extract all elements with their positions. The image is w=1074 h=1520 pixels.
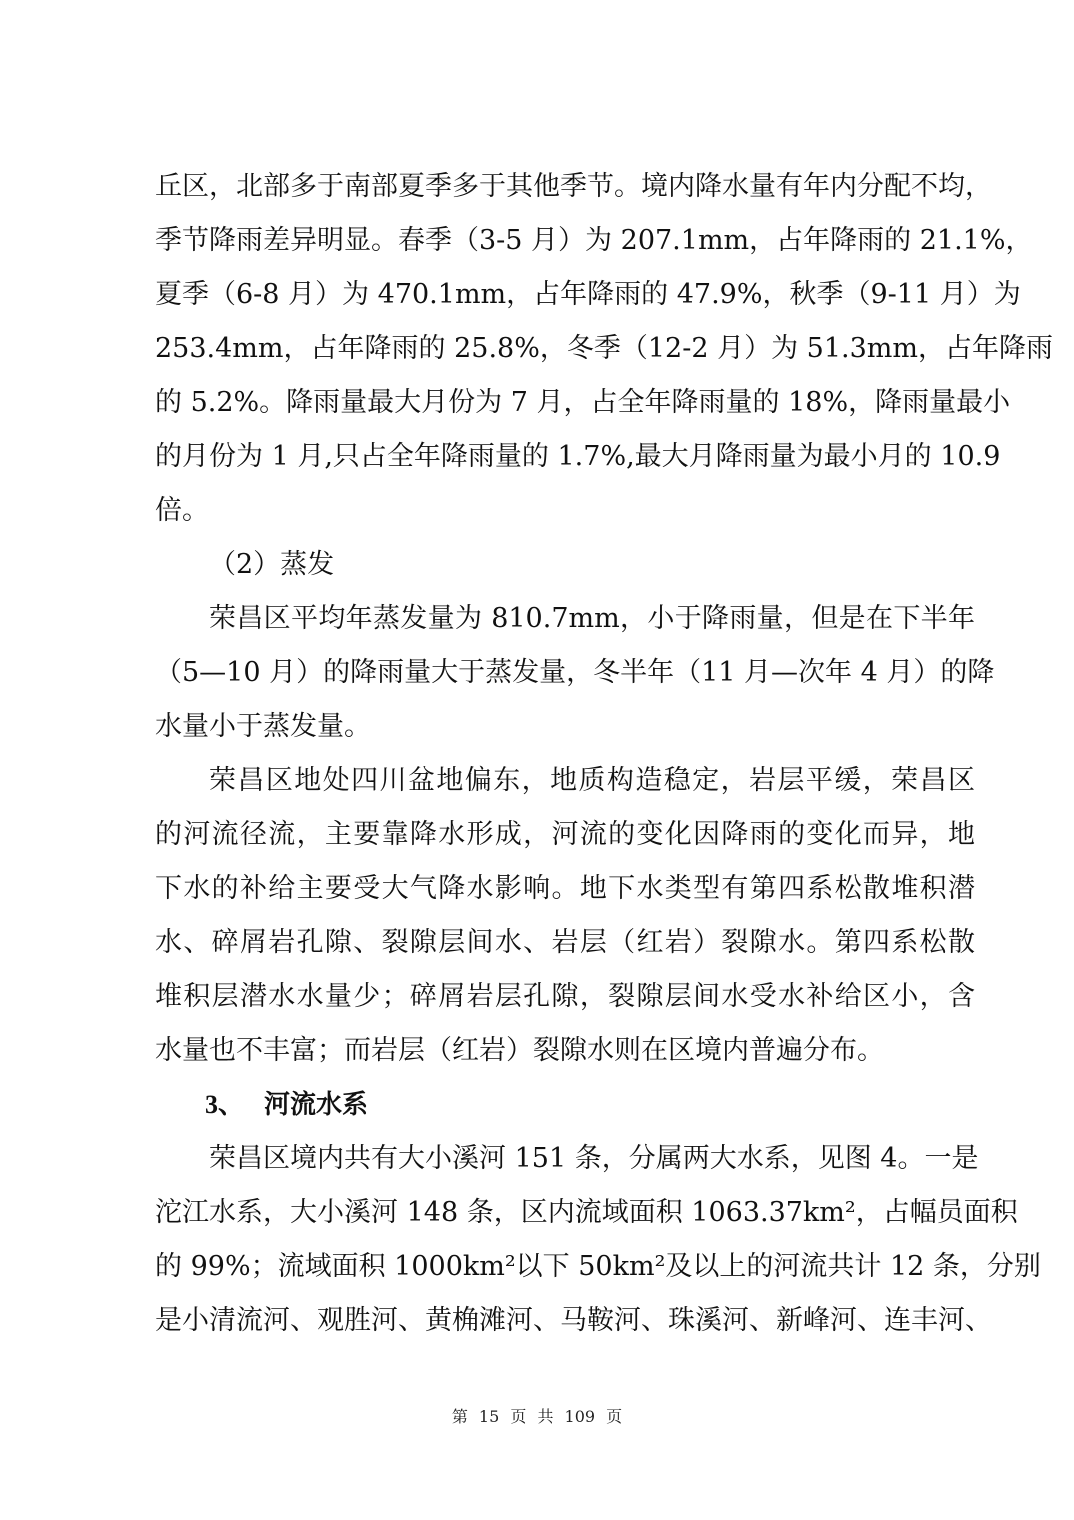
text-line: 堆积层潜水水量少；碎屑岩层孔隙，裂隙层间水受水补给区小，含 [155,981,975,1012]
text-line: （5—10 月）的降雨量大于蒸发量，冬半年（11 月—次年 4 月）的降 [155,657,995,688]
text-line: 荣昌区地处四川盆地偏东，地质构造稳定，岩层平缓，荣昌区 [209,765,975,796]
text-line: 倍。 [155,495,209,526]
paragraph-evaporation [155,592,995,754]
paragraph-river-system [155,1132,1041,1348]
paragraph-rainfall [155,160,1053,538]
text-line: 是小清流河、观胜河、黄桷滩河、马鞍河、珠溪河、新峰河、连丰河、 [155,1305,992,1336]
text-line: 下水的补给主要受大气降水影响。地下水类型有第四系松散堆积潜 [155,873,975,904]
text-line: 水量也不丰富；而岩层（红岩）裂隙水则在区境内普遍分布。 [155,1035,884,1066]
text-line: 荣昌区平均年蒸发量为 810.7mm，小于降雨量，但是在下半年 [209,603,975,634]
text-line: 季节降雨差异明显。春季（3-5 月）为 207.1mm，占年降雨的 21.1%， [155,225,1033,256]
section-number: 3、 [205,1090,245,1119]
text-line: 荣昌区境内共有大小溪河 151 条，分属两大水系，见图 4。一是 [209,1143,979,1174]
document-body [155,160,1053,1348]
page-number-footer: 第 15 页 共 109 页 [451,1407,623,1426]
text-line: 的 5.2%。降雨量最大月份为 7 月，占全年降雨量的 18%，降雨量最小 [155,387,1011,418]
subheading-evaporation: （2）蒸发 [209,549,335,580]
text-line: 253.4mm，占年降雨的 25.8%，冬季（12-2 月）为 51.3mm，占年降雨 [155,333,1053,364]
text-line: 丘区，北部多于南部夏季多于其他季节。境内降水量有年内分配不均， [155,171,992,202]
paragraph-groundwater [155,754,975,1078]
text-line: 夏季（6-8 月）为 470.1mm，占年降雨的 47.9%，秋季（9-11 月）为 [155,279,1021,310]
text-line: 的 99%；流域面积 1000km²以下 50km²及以上的河流共计 12 条，分别 [155,1251,1041,1282]
text-line: 沱江水系，大小溪河 148 条，区内流域面积 1063.37km²，占幅员面积 [155,1197,1018,1228]
text-line: 水量小于蒸发量。 [155,711,371,742]
text-line: 的河流径流，主要靠降水形成，河流的变化因降雨的变化而异，地 [155,819,975,850]
text-line: 的月份为 1 月,只占全年降雨量的 1.7%,最大月降雨量为最小月的 10.9 [155,441,1001,472]
text-line: 水、碎屑岩孔隙、裂隙层间水、岩层（红岩）裂隙水。第四系松散 [155,927,975,958]
section-heading [155,1078,975,1132]
section-title: 河流水系 [264,1090,369,1120]
